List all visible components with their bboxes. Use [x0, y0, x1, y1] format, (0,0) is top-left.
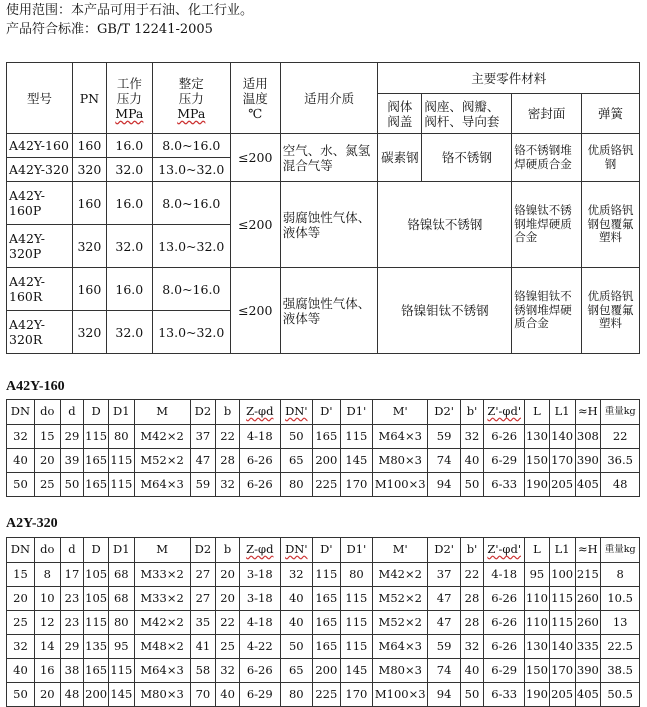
table-cell: 4-18	[484, 563, 525, 587]
set-cell: 13.0~32.0	[152, 225, 230, 268]
table-cell: 115	[84, 425, 109, 449]
table-cell: 65	[280, 449, 312, 473]
table-cell: 6-33	[484, 683, 525, 707]
table-cell: 130	[525, 635, 550, 659]
table-cell: M64×3	[373, 635, 428, 659]
table-cell: 110	[525, 611, 550, 635]
table-cell: 3-18	[239, 563, 280, 587]
table-cell: 145	[340, 449, 372, 473]
column-header: DN	[7, 400, 35, 425]
table-cell: M64×3	[134, 659, 190, 683]
spring-cell: 优质铬钒钢	[582, 134, 640, 182]
table-cell: 200	[312, 449, 340, 473]
table-cell: 105	[84, 563, 109, 587]
header-set-pressure: 整定 压力 MPa	[152, 63, 230, 134]
header-materials: 主要零件材料	[378, 63, 640, 94]
table-cell: 37	[190, 425, 216, 449]
column-header: L1	[549, 400, 575, 425]
table-cell: 48	[60, 683, 84, 707]
table-cell: 32	[280, 563, 312, 587]
table-cell: 13	[601, 611, 640, 635]
pn-cell: 160	[72, 268, 106, 311]
table-cell: 140	[549, 425, 575, 449]
column-header: D1	[108, 538, 134, 563]
column-header: 重量kg	[601, 400, 640, 425]
table-cell: 6-29	[484, 449, 525, 473]
table-cell: 110	[525, 587, 550, 611]
column-header: L	[525, 538, 550, 563]
table-cell: 74	[428, 659, 460, 683]
work-cell: 32.0	[106, 225, 152, 268]
work-cell: 32.0	[106, 311, 152, 354]
table-cell: 80	[108, 611, 134, 635]
column-header: D2'	[428, 538, 460, 563]
table-cell: 390	[575, 449, 601, 473]
header-seat: 阀座、阀瓣、 阀杆、导向套	[422, 94, 512, 134]
table-cell: M100×3	[373, 683, 428, 707]
table-cell: 20	[34, 683, 60, 707]
spring-cell: 优质铬钒钢包覆氟塑料	[582, 182, 640, 268]
table-cell: M80×3	[134, 683, 190, 707]
table-cell: 135	[84, 635, 109, 659]
table-cell: 115	[340, 425, 372, 449]
table-cell: M52×2	[373, 587, 428, 611]
table-row	[7, 449, 640, 473]
column-header: Z-φd	[239, 400, 280, 425]
table-cell: 68	[108, 587, 134, 611]
table-cell: 20	[7, 587, 35, 611]
table-row	[7, 635, 640, 659]
medium-cell: 空气、水、氮氢混合气等	[280, 134, 378, 182]
table-cell: 6-29	[484, 659, 525, 683]
table-cell: 50	[460, 683, 484, 707]
table-cell: 50.5	[601, 683, 640, 707]
table-cell: 59	[428, 635, 460, 659]
temp-cell: ≤200	[230, 134, 280, 182]
table-cell: 32	[460, 635, 484, 659]
table-cell: 47	[428, 587, 460, 611]
table-cell: 115	[340, 635, 372, 659]
table-cell: 6-26	[239, 473, 280, 497]
table-cell: 28	[460, 611, 484, 635]
table-cell: M42×2	[373, 563, 428, 587]
table-row	[7, 587, 640, 611]
table-cell: 170	[549, 659, 575, 683]
usage-scope: 使用范围：本产品可用于石油、化工行业。	[6, 3, 254, 18]
column-header: DN'	[280, 400, 312, 425]
table-cell: 8	[601, 563, 640, 587]
sealing-cell: 铬镍钼钛不锈钢堆焊硬质合金	[512, 268, 582, 354]
set-cell: 8.0~16.0	[152, 134, 230, 158]
table-row	[7, 425, 640, 449]
table-row	[7, 611, 640, 635]
table-cell: 165	[312, 635, 340, 659]
table-cell: 40	[280, 587, 312, 611]
table-cell: 32	[7, 425, 35, 449]
table-row	[7, 563, 640, 587]
table-cell: M64×3	[134, 473, 190, 497]
table-cell: 115	[84, 611, 109, 635]
header-pn: PN	[72, 63, 106, 134]
table-cell: 16	[34, 659, 60, 683]
table-cell: M100×3	[373, 473, 428, 497]
table-cell: M33×2	[134, 587, 190, 611]
header-temp: 适用 温度 ℃	[230, 63, 280, 134]
standard-line: 产品符合标准：GB/T 12241-2005	[6, 22, 213, 37]
table-cell: 6-26	[484, 635, 525, 659]
table-cell: 28	[460, 587, 484, 611]
set-cell: 8.0~16.0	[152, 182, 230, 225]
medium-cell: 弱腐蚀性气体、液体等	[280, 182, 378, 268]
table-cell: 205	[549, 473, 575, 497]
table-cell: 23	[60, 611, 84, 635]
table-cell: 4-18	[239, 611, 280, 635]
column-header: ≈H	[575, 538, 601, 563]
set-cell: 8.0~16.0	[152, 268, 230, 311]
model-cell: A42Y-320P	[7, 225, 73, 268]
table-cell: 165	[84, 659, 109, 683]
table-cell: 40	[216, 683, 240, 707]
column-header: Z'-φd'	[484, 400, 525, 425]
table-cell: 115	[312, 563, 340, 587]
sealing-cell: 铬不锈钢堆焊硬质合金	[512, 134, 582, 182]
table-cell: 94	[428, 473, 460, 497]
header-body: 阀体 阀盖	[378, 94, 422, 134]
column-header: b'	[460, 400, 484, 425]
table-cell: 405	[575, 473, 601, 497]
pn-cell: 320	[72, 158, 106, 182]
work-cell: 16.0	[106, 268, 152, 311]
table-cell: 115	[108, 449, 134, 473]
table-cell: 50	[60, 473, 84, 497]
set-cell: 13.0~32.0	[152, 311, 230, 354]
table-cell: 205	[549, 683, 575, 707]
header-model: 型号	[7, 63, 73, 134]
column-header: D'	[312, 538, 340, 563]
table-cell: 59	[190, 473, 216, 497]
table-cell: 10	[34, 587, 60, 611]
table-cell: M52×2	[373, 611, 428, 635]
table-cell: 6-26	[239, 449, 280, 473]
table-cell: 165	[312, 587, 340, 611]
column-header: D2	[190, 400, 216, 425]
table-cell: M52×2	[134, 449, 190, 473]
sealing-cell: 铬镍钛不锈钢堆焊硬质合金	[512, 182, 582, 268]
table-cell: 140	[549, 635, 575, 659]
table-cell: M42×2	[134, 611, 190, 635]
table-cell: 15	[7, 563, 35, 587]
table-row	[7, 473, 640, 497]
table-cell: M42×2	[134, 425, 190, 449]
table-cell: M33×2	[134, 563, 190, 587]
model-cell: A42Y-320	[7, 158, 73, 182]
table-cell: 6-26	[484, 611, 525, 635]
table-cell: 8	[34, 563, 60, 587]
table-cell: 200	[312, 659, 340, 683]
table-cell: 115	[549, 611, 575, 635]
table-cell: 28	[216, 449, 240, 473]
seat-cell: 铬不锈钢	[422, 134, 512, 182]
work-cell: 16.0	[106, 134, 152, 158]
table-cell: M80×3	[373, 449, 428, 473]
table-cell: 260	[575, 611, 601, 635]
temp-cell: ≤200	[230, 268, 280, 354]
table-cell: 20	[216, 587, 240, 611]
table-cell: 32	[216, 473, 240, 497]
table-cell: 20	[216, 563, 240, 587]
table-cell: 32	[7, 635, 35, 659]
column-header: 重量kg	[601, 538, 640, 563]
model-cell: A42Y-160P	[7, 182, 73, 225]
column-header: M'	[373, 400, 428, 425]
dimension-table-160	[6, 399, 640, 497]
table-cell: 59	[428, 425, 460, 449]
table-cell: 115	[108, 659, 134, 683]
table-cell: 80	[340, 563, 372, 587]
column-header: DN	[7, 538, 35, 563]
table-cell: 100	[549, 563, 575, 587]
table-cell: 200	[84, 683, 109, 707]
temp-cell: ≤200	[230, 182, 280, 268]
table-cell: 68	[108, 563, 134, 587]
table-cell: 6-29	[239, 683, 280, 707]
table-cell: 405	[575, 683, 601, 707]
table-cell: 308	[575, 425, 601, 449]
table-cell: 50	[7, 683, 35, 707]
table-cell: 150	[525, 659, 550, 683]
column-header: D1	[108, 400, 134, 425]
table-cell: 14	[34, 635, 60, 659]
pn-cell: 160	[72, 182, 106, 225]
table-cell: 115	[340, 611, 372, 635]
table-cell: 22.5	[601, 635, 640, 659]
work-cell: 16.0	[106, 182, 152, 225]
spring-cell: 优质铬钒钢包覆氟塑料	[582, 268, 640, 354]
table-cell: 10.5	[601, 587, 640, 611]
table-cell: 40	[7, 449, 35, 473]
table-cell: 50	[460, 473, 484, 497]
table-320-title: A2Y-320	[6, 516, 58, 531]
column-header: D2	[190, 538, 216, 563]
header-sealing: 密封面	[512, 94, 582, 134]
column-header: D	[84, 400, 109, 425]
table-cell: 105	[84, 587, 109, 611]
table-cell: 165	[84, 449, 109, 473]
table-cell: 165	[312, 611, 340, 635]
table-cell: 80	[280, 683, 312, 707]
table-cell: 390	[575, 659, 601, 683]
table-cell: 17	[60, 563, 84, 587]
body-seat-cell: 铬镍钼钛不锈钢	[378, 268, 512, 354]
table-cell: 6-26	[239, 659, 280, 683]
column-header: do	[34, 538, 60, 563]
column-header: L	[525, 400, 550, 425]
table-cell: 23	[60, 587, 84, 611]
table-cell: 170	[340, 683, 372, 707]
table-cell: 335	[575, 635, 601, 659]
column-header: b	[216, 538, 240, 563]
column-header: M	[134, 400, 190, 425]
table-cell: 22	[216, 425, 240, 449]
spec-table	[6, 62, 640, 354]
table-cell: 3-18	[239, 587, 280, 611]
table-cell: 20	[34, 449, 60, 473]
pn-cell: 320	[72, 311, 106, 354]
table-cell: 37	[428, 563, 460, 587]
dimension-table-320	[6, 537, 640, 707]
table-cell: 47	[428, 611, 460, 635]
header-work-pressure: 工作 压力 MPa	[106, 63, 152, 134]
table-cell: 95	[525, 563, 550, 587]
table-cell: 22	[216, 611, 240, 635]
set-cell: 13.0~32.0	[152, 158, 230, 182]
pn-cell: 320	[72, 225, 106, 268]
column-header: d	[60, 538, 84, 563]
header-medium: 适用介质	[280, 63, 378, 134]
table-cell: 38.5	[601, 659, 640, 683]
table-cell: 38	[60, 659, 84, 683]
table-cell: 48	[601, 473, 640, 497]
column-header: d	[60, 400, 84, 425]
table-cell: M64×3	[373, 425, 428, 449]
table-cell: 32	[460, 425, 484, 449]
medium-cell: 强腐蚀性气体、液体等	[280, 268, 378, 354]
model-cell: A42Y-320R	[7, 311, 73, 354]
table-cell: 50	[7, 473, 35, 497]
table-cell: 40	[7, 659, 35, 683]
column-header: D2'	[428, 400, 460, 425]
table-cell: 95	[108, 635, 134, 659]
table-cell: 74	[428, 449, 460, 473]
table-row	[7, 659, 640, 683]
table-cell: 145	[340, 659, 372, 683]
table-cell: 6-26	[484, 425, 525, 449]
table-cell: 70	[190, 683, 216, 707]
table-cell: 115	[340, 587, 372, 611]
table-cell: 36.5	[601, 449, 640, 473]
table-cell: 41	[190, 635, 216, 659]
column-header: b	[216, 400, 240, 425]
model-cell: A42Y-160	[7, 134, 73, 158]
table-cell: 260	[575, 587, 601, 611]
table-cell: 40	[460, 659, 484, 683]
table-cell: 35	[190, 611, 216, 635]
column-header: D1'	[340, 400, 372, 425]
table-cell: 12	[34, 611, 60, 635]
table-cell: 40	[280, 611, 312, 635]
table-cell: 190	[525, 683, 550, 707]
table-cell: 145	[108, 683, 134, 707]
table-160-title: A42Y-160	[6, 379, 65, 394]
table-cell: 115	[108, 473, 134, 497]
table-cell: 25	[7, 611, 35, 635]
table-cell: 80	[280, 473, 312, 497]
table-cell: 215	[575, 563, 601, 587]
table-cell: M48×2	[134, 635, 190, 659]
body-seat-cell: 铬镍钛不锈钢	[378, 182, 512, 268]
column-header: Z'-φd'	[484, 538, 525, 563]
table-cell: 40	[460, 449, 484, 473]
table-cell: 29	[60, 635, 84, 659]
table-cell: 47	[190, 449, 216, 473]
column-header: Z-φd	[239, 538, 280, 563]
table-cell: 50	[280, 635, 312, 659]
pn-cell: 160	[72, 134, 106, 158]
table-cell: 25	[216, 635, 240, 659]
column-header: ≈H	[575, 400, 601, 425]
table-cell: 27	[190, 587, 216, 611]
column-header: M	[134, 538, 190, 563]
table-cell: 150	[525, 449, 550, 473]
column-header: L1	[549, 538, 575, 563]
column-header: M'	[373, 538, 428, 563]
table-cell: M80×3	[373, 659, 428, 683]
table-cell: 190	[525, 473, 550, 497]
table-cell: 6-26	[484, 587, 525, 611]
table-row	[7, 683, 640, 707]
column-header: do	[34, 400, 60, 425]
table-cell: 50	[280, 425, 312, 449]
table-cell: 80	[108, 425, 134, 449]
body-cell: 碳素钢	[378, 134, 422, 182]
header-spring: 弹簧	[582, 94, 640, 134]
table-cell: 225	[312, 683, 340, 707]
table-cell: 32	[216, 659, 240, 683]
table-cell: 39	[60, 449, 84, 473]
table-cell: 115	[549, 587, 575, 611]
table-cell: 15	[34, 425, 60, 449]
table-cell: 170	[340, 473, 372, 497]
column-header: D1'	[340, 538, 372, 563]
table-cell: 165	[312, 425, 340, 449]
table-cell: 94	[428, 683, 460, 707]
column-header: DN'	[280, 538, 312, 563]
column-header: D'	[312, 400, 340, 425]
column-header: b'	[460, 538, 484, 563]
table-cell: 58	[190, 659, 216, 683]
table-cell: 225	[312, 473, 340, 497]
table-cell: 65	[280, 659, 312, 683]
table-cell: 130	[525, 425, 550, 449]
table-cell: 4-22	[239, 635, 280, 659]
model-cell: A42Y-160R	[7, 268, 73, 311]
table-cell: 165	[84, 473, 109, 497]
table-cell: 29	[60, 425, 84, 449]
column-header: D	[84, 538, 109, 563]
table-cell: 25	[34, 473, 60, 497]
table-cell: 4-18	[239, 425, 280, 449]
table-cell: 27	[190, 563, 216, 587]
table-cell: 6-33	[484, 473, 525, 497]
table-cell: 22	[601, 425, 640, 449]
work-cell: 32.0	[106, 158, 152, 182]
table-cell: 22	[460, 563, 484, 587]
table-cell: 170	[549, 449, 575, 473]
